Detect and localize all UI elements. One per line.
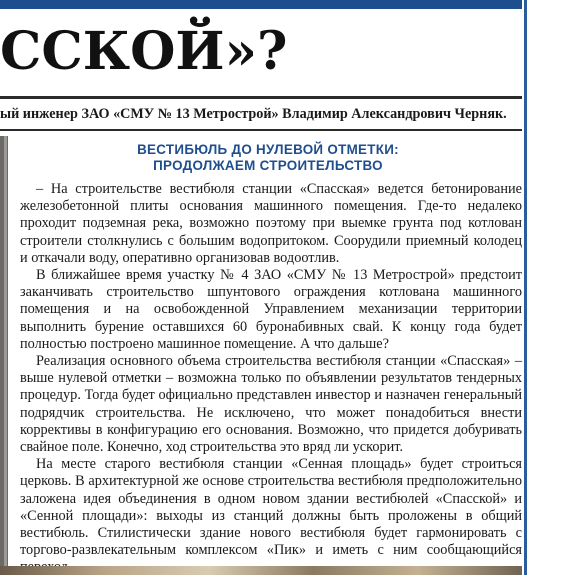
article-body — [20, 181, 522, 577]
byline-rule-top — [0, 96, 522, 99]
section-title-line-2: ПРОДОЛЖАЕМ СТРОИТЕЛЬСТВО — [153, 158, 383, 173]
article-paragraph: На месте старого вестибюля станции «Сенная площадь» будет строиться церковь. В архитектурной же основе строительства вестибюля предположительно заложена идея объединения в одном новом здании вестибюлей «Спасской» и «Сенной площади»: выходы из станций должны быть проложены в общий вестибюль. Стилистически здание нового вестибюля будет гармонировать с торгово-развлекательным комплексом «Пик» и иметь с ним сообщающийся — [20, 456, 522, 559]
byline-rule-bottom — [0, 129, 522, 131]
right-blue-edge — [524, 0, 527, 575]
left-bar-highlight — [4, 136, 7, 575]
section-title — [20, 142, 516, 174]
article-paragraph: В ближайшее время участку № 4 ЗАО «СМУ № 13 Метрострой» предстоит заканчивать строительство шпунтового ограждения котлована машинного помещения и на освобожденной Управлением механизации территории выполнить бурение оставшихся 60 буронабивных свай. К концу года будет полностью построено машинное помещение. А что дальше? — [20, 267, 522, 352]
top-color-rule — [0, 0, 522, 9]
right-margin — [524, 0, 563, 575]
headline: ССКОЙ»? — [0, 21, 288, 82]
byline: ый инженер ЗАО «СМУ № 13 Метрострой» Владимир Александрович Черняк. — [0, 106, 507, 122]
section-title-line-1: ВЕСТИБЮЛЬ ДО НУЛЕВОЙ ОТМЕТКИ: — [137, 142, 399, 157]
bottom-photo-strip — [0, 566, 522, 575]
article-paragraph: – На строительстве вестибюля станции «Спасская» ведется бетонирование железобетонной плиты основания машинного помещения. Где-то недалеко проходит подземная река, возможно поэтому при выемке грунта под котлован строители столкнулись с большим водопритоком. Соорудили приемный колодец и откачали воду, оперативно организовав водоотлив. — [20, 181, 522, 266]
article-paragraph: Реализация основного объема строительства вестибюля станции «Спасская» – выше нулевой отметки – возможна только по объявлении результатов тендерных процедур. Тогда будет официально представлен инвестор и назначен генеральный подрядчик строительства. Не исключено, что может понадобиться внести коррективы в конфигурацию его основания. Возможно, что придется добуривать свайное поле. Конечно, ход строительства это вряд ли ускорит. — [20, 353, 522, 456]
left-decorative-bar — [0, 136, 8, 575]
